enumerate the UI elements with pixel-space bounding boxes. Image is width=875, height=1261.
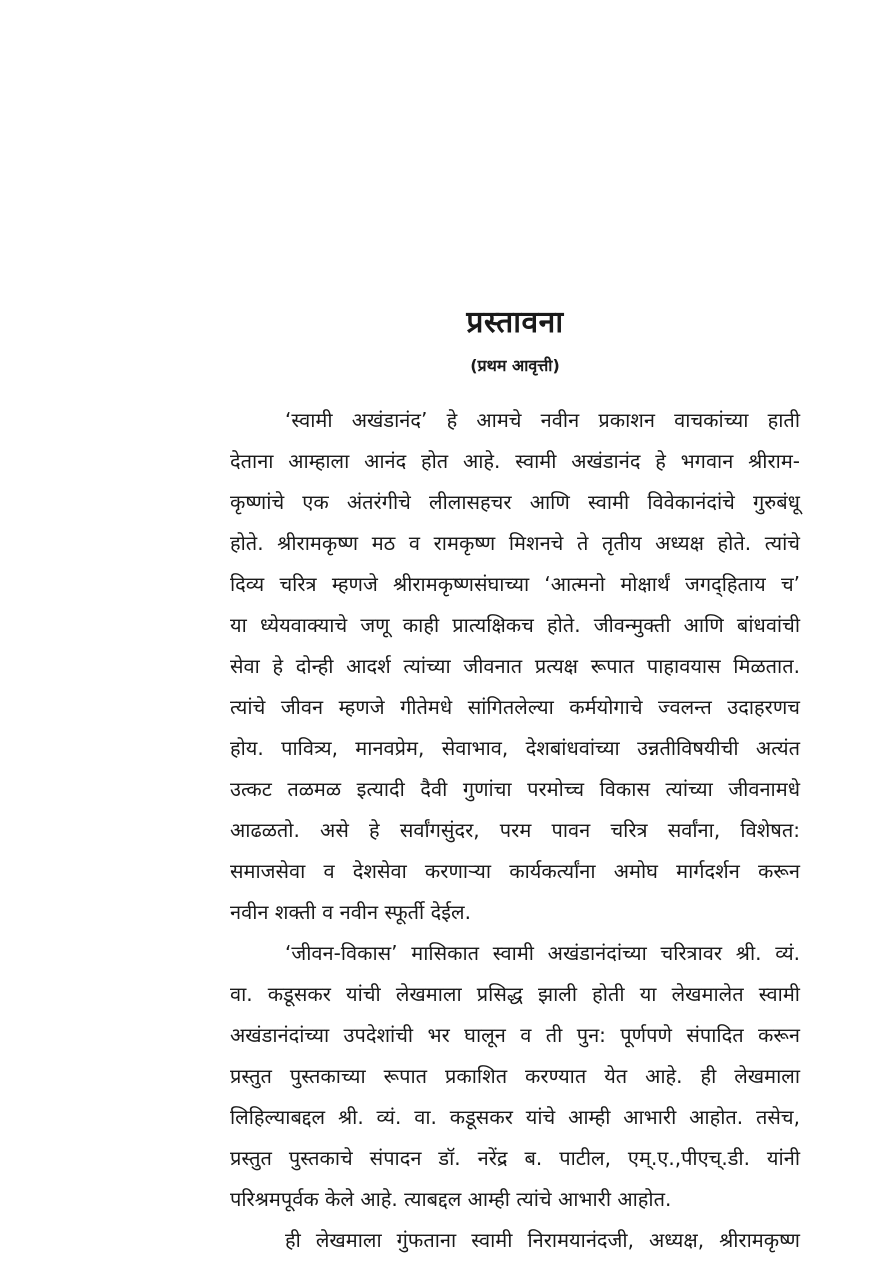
paragraph-2-line: परिश्रमपूर्वक केले आहे. त्याबद्दल आम्ही त्यांचे आभारी आहोत.: [230, 1187, 672, 1211]
paragraph-1-line: या ध्येयवाक्याचे जणू काही प्रात्यक्षिकच होते. जीवन्मुक्ती आणि बांधवांची: [230, 613, 800, 637]
paragraph-1-line: उत्कट तळमळ इत्यादी दैवी गुणांचा परमोच्च विकास त्यांच्या जीवनामधे: [230, 777, 800, 801]
paragraph-1-line: त्यांचे जीवन म्हणजे गीतेमधे सांगितलेल्या कर्मयोगाचे ज्वलन्त उदाहरणच: [230, 695, 800, 719]
paragraph-1-line: होय. पावित्र्य, मानवप्रेम, सेवाभाव, देशबांधवांच्या उन्नतीविषयीची अत्यंत: [230, 736, 800, 760]
page-subtitle: (प्रथम आवृत्ती): [470, 356, 560, 375]
paragraph-1-line: नवीन शक्ती व नवीन स्फूर्ती देईल.: [230, 900, 471, 924]
paragraph-2-line: प्रस्तुत पुस्तकाचे संपादन डॉ. नरेंद्र ब. पाटील, एम्.ए.,पीएच्.डी. यांनी: [230, 1146, 800, 1170]
paragraph-2-line: लिहिल्याबद्दल श्री. व्यं. वा. कडूसकर यांचे आम्ही आभारी आहोत. तसेच,: [230, 1105, 800, 1129]
paragraph-2-line: वा. कडूसकर यांची लेखमाला प्रसिद्ध झाली होती या लेखमालेत स्वामी: [230, 982, 800, 1006]
paragraph-1-line: ‘स्वामी अखंडानंद’ हे आमचे नवीन प्रकाशन वाचकांच्या हाती: [285, 408, 800, 432]
paragraph-2-line: अखंडानंदांच्या उपदेशांची भर घालून व ती पुन: पूर्णपणे संपादित करून: [230, 1023, 800, 1047]
paragraph-1-line: होते. श्रीरामकृष्ण मठ व रामकृष्ण मिशनचे ते तृतीय अध्यक्ष होते. त्यांचे: [230, 531, 800, 555]
paragraph-1-line: आढळतो. असे हे सर्वांगसुंदर, परम पावन चरित्र सर्वांना, विशेषत:: [230, 818, 800, 842]
paragraph-2-line: प्रस्तुत पुस्तकाच्या रूपात प्रकाशित करण्यात येत आहे. ही लेखमाला: [230, 1064, 800, 1088]
paragraph-1-line: दिव्य चरित्र म्हणजे श्रीरामकृष्णसंघाच्या ‘आत्मनो मोक्षार्थं जगद्‌हिताय च’: [230, 572, 800, 596]
paragraph-1-line: सेवा हे दोन्ही आदर्श त्यांच्या जीवनात प्रत्यक्ष रूपात पाहावयास मिळतात.: [230, 654, 800, 678]
paragraph-3-line: ही लेखमाला गुंफताना स्वामी निरामयानंदजी, अध्यक्ष, श्रीरामकृष्ण: [285, 1228, 800, 1252]
paragraph-1-line: कृष्णांचे एक अंतरंगीचे लीलासहचर आणि स्वामी विवेकानंदांचे गुरुबंधू: [230, 490, 800, 514]
paragraph-2-line: ‘जीवन-विकास’ मासिकात स्वामी अखंडानंदांच्या चरित्रावर श्री. व्यं.: [285, 941, 800, 965]
preface-body: [230, 400, 800, 1261]
page-title: प्रस्तावना: [466, 305, 564, 340]
paragraph-1-line: देताना आम्हाला आनंद होत आहे. स्वामी अखंडानंद हे भगवान श्रीराम-: [230, 449, 800, 473]
paragraph-1-line: समाजसेवा व देशसेवा करणाऱ्या कार्यकर्त्यांना अमोघ मार्गदर्शन करून: [230, 859, 800, 883]
